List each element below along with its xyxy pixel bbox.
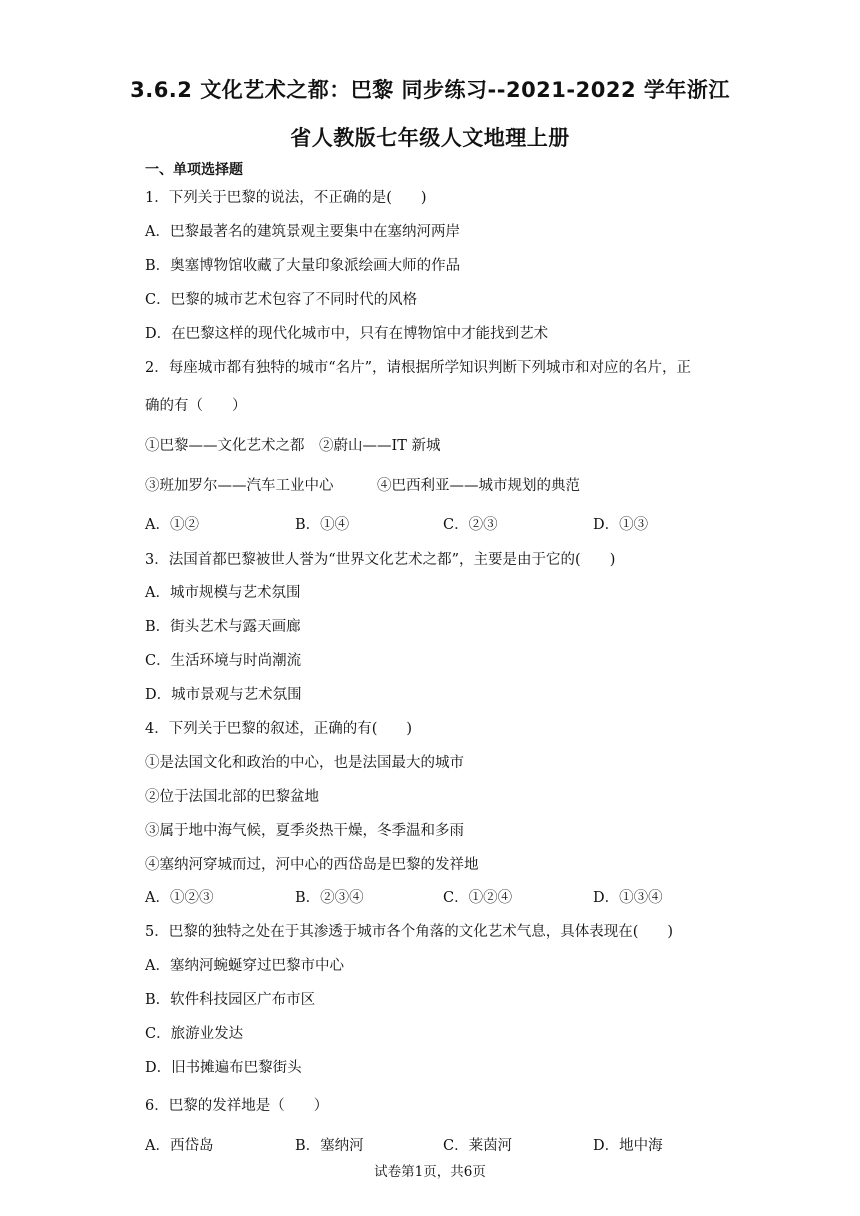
question-3-option-a: A．城市规模与艺术氛围 [145, 585, 301, 601]
question-2-statement-1: ①巴黎——文化艺术之都 ②蔚山——IT 新城 [145, 438, 441, 454]
page-footer: 试卷第1页，共6页 [374, 1164, 486, 1180]
question-2-statement-2: ③班加罗尔——汽车工业中心 ④巴西利亚——城市规划的典范 [145, 478, 580, 494]
question-2-option-b: B．①④ [295, 517, 350, 533]
question-5-option-d: D．旧书摊遍布巴黎街头 [145, 1060, 302, 1076]
question-5-option-c: C．旅游业发达 [145, 1026, 244, 1042]
question-3-stem: 3．法国首都巴黎被世人誉为“世界文化艺术之都”，主要是由于它的( ) [145, 552, 616, 568]
question-3-option-c: C．生活环境与时尚潮流 [145, 653, 302, 669]
document-title-line-2: 省人教版七年级人文地理上册 [290, 126, 570, 150]
question-2-stem-line-2: 确的有（ ） [145, 398, 247, 414]
question-6-option-d: D．地中海 [593, 1138, 663, 1154]
question-2-stem-line-1: 2．每座城市都有独特的城市“名片”，请根据所学知识判断下列城市和对应的名片，正 [145, 360, 692, 376]
question-4-option-c: C．①②④ [443, 890, 513, 906]
question-4-option-d: D．①③④ [593, 890, 663, 906]
question-1-stem: 1．下列关于巴黎的说法，不正确的是( ) [145, 190, 427, 206]
document-title-line-1: 3.6.2 文化艺术之都：巴黎 同步练习--2021-2022 学年浙江 [130, 78, 730, 102]
question-4-option-b: B．②③④ [295, 890, 364, 906]
question-3-option-b: B．街头艺术与露天画廊 [145, 619, 301, 635]
question-1-option-d: D．在巴黎这样的现代化城市中，只有在博物馆中才能找到艺术 [145, 326, 549, 342]
question-6-option-b: B．塞纳河 [295, 1138, 364, 1154]
question-5-stem: 5．巴黎的独特之处在于其渗透于城市各个角落的文化艺术气息，具体表现在( ) [145, 924, 674, 940]
question-4-option-a: A．①②③ [145, 890, 214, 906]
question-2-option-a: A．①② [145, 517, 199, 533]
question-4-statement-1: ①是法国文化和政治的中心，也是法国最大的城市 [145, 755, 464, 771]
question-4-statement-4: ④塞纳河穿城而过，河中心的西岱岛是巴黎的发祥地 [145, 857, 479, 873]
question-6-stem: 6．巴黎的发祥地是（ ） [145, 1098, 329, 1114]
question-4-stem: 4．下列关于巴黎的叙述，正确的有( ) [145, 721, 413, 737]
question-1-option-c: C．巴黎的城市艺术包容了不同时代的风格 [145, 292, 418, 308]
question-2-option-c: C．②③ [443, 517, 498, 533]
question-6-option-a: A．西岱岛 [145, 1138, 214, 1154]
question-1-option-b: B．奥塞博物馆收藏了大量印象派绘画大师的作品 [145, 258, 461, 274]
question-1-option-a: A．巴黎最著名的建筑景观主要集中在塞纳河两岸 [145, 224, 460, 240]
question-4-statement-3: ③属于地中海气候，夏季炎热干燥，冬季温和多雨 [145, 823, 464, 839]
question-5-option-a: A．塞纳河蜿蜒穿过巴黎市中心 [145, 958, 344, 974]
question-4-statement-2: ②位于法国北部的巴黎盆地 [145, 789, 319, 805]
section-heading: 一、单项选择题 [145, 162, 243, 178]
question-2-option-d: D．①③ [593, 517, 649, 533]
question-5-option-b: B．软件科技园区广布市区 [145, 992, 316, 1008]
question-6-option-c: C．莱茵河 [443, 1138, 513, 1154]
question-3-option-d: D．城市景观与艺术氛围 [145, 687, 302, 703]
